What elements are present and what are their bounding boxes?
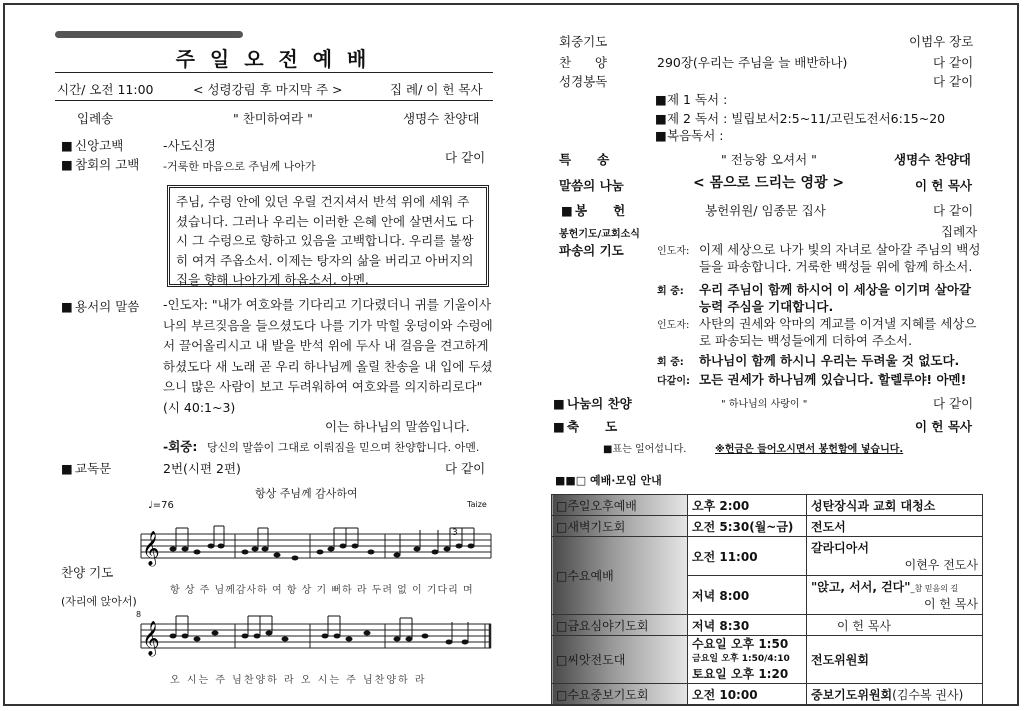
prelude-by: 생명수 찬양대 — [403, 111, 480, 126]
score-tempo: ♩=76 — [148, 500, 174, 511]
blessing-by: 이 헌 목사 — [915, 419, 973, 434]
schedule-time-2: 금요일 오후 1:50/4:10 — [692, 654, 790, 664]
confession-bullet: ■ — [61, 157, 73, 172]
notices-by: 집례자 — [941, 224, 978, 239]
responsive-label: 교독문 — [75, 461, 112, 476]
confession-label: 참회의 고백 — [75, 157, 140, 172]
schedule-time: 오후 2:00 — [688, 495, 807, 516]
sharing-hymn-bullet: ■ — [553, 396, 565, 411]
officiant: 집 례/ 이 헌 목사 — [390, 82, 483, 97]
schedule-title: ■■□ 예배·모임 안내 — [555, 474, 662, 487]
sending-line-4: 하나님이 함께 하시니 우리는 두려울 것 없도다. — [699, 353, 960, 368]
bulletin-page — [3, 3, 1019, 706]
schedule-time-cell — [688, 636, 807, 684]
prayer-by: 이범우 장로 — [909, 34, 974, 49]
schedule-time: 저녁 8:00 — [688, 576, 807, 615]
header-rule — [55, 100, 493, 101]
reading-2: 제 2 독서 : 빌립보서2:5~11/고린도전서6:15~20 — [667, 111, 946, 126]
schedule-time: 오전 5:30(월~금) — [688, 516, 807, 537]
blessing-bullet: ■ — [553, 419, 565, 434]
offering-text: 봉헌위원/ 임종문 집사 — [705, 203, 826, 218]
schedule-time-3: 토요일 오후 1:20 — [692, 667, 789, 681]
responsive-bullet: ■ — [61, 461, 73, 476]
score-lyrics-2: 오 시는 주 님찬양하 라 오 시는 주 님찬양하 라 — [170, 675, 427, 686]
creed-text: -사도신경 — [163, 138, 216, 153]
sending-line-5: 모든 권세가 하나님께 있습니다. 할렐루야! 아멘! — [699, 372, 967, 387]
schedule-place-leader: 이현우 전도사 — [904, 558, 978, 572]
confession-prayer-box: 주님, 수렁 안에 있던 우릴 건지셔서 반석 위에 세워 주셨습니다. 그러나 우리는 이러한 은혜 안에 살면서도 다시 그 수렁으로 향하고 있음을 고백합니다. 우리를 불쌍히 여겨 주옵소서. 이제는 탕자의 삶을 버리고 아버지의 집을 향해 나아가게 하옵소서. 아멘. — [167, 185, 489, 287]
table-row — [552, 537, 983, 576]
schedule-name: □금요심야기도회 — [552, 615, 688, 636]
hymn-label: 찬 양 — [559, 55, 607, 70]
responsive-text: 2번(시편 2편) — [163, 461, 241, 476]
table-row — [552, 495, 983, 516]
absolution-bullet: ■ — [61, 299, 73, 314]
standing-note: ■표는 일어섭니다. — [603, 444, 687, 455]
schedule-place: 중보기도위원회 — [811, 687, 893, 702]
staff-lines-2 — [141, 624, 491, 648]
service-time: 시간/ 오전 11:00 — [57, 82, 154, 97]
responsive-by: 다 같이 — [445, 461, 486, 476]
schedule-place-line — [811, 578, 978, 595]
creed-bullet: ■ — [61, 138, 73, 153]
blessing-label: 축 도 — [567, 419, 618, 434]
score-composer: Taize — [467, 500, 487, 509]
special-song: " 전능왕 오셔서 " — [721, 152, 817, 167]
score-lyrics-1: 항 상 주 님께감사하 여 항 상 기 뻐하 라 두려 없 이 기다리 며 — [170, 585, 474, 596]
sending-line-2: 우리 주님이 함께 하시어 이 세상을 이기며 살아갈 능력 주심을 기대합니다. — [699, 282, 971, 314]
special-by: 생명수 찬양대 — [894, 152, 971, 167]
page-title: 주 일 오 전 예 배 — [175, 47, 371, 71]
schedule-place: 성탄장식과 교회 대청소 — [807, 495, 983, 516]
prelude-song: " 찬미하여라 " — [233, 111, 313, 126]
hymn-text: 290장(우리는 주님을 늘 배반하나) — [657, 55, 848, 70]
sharing-hymn-by: 다 같이 — [933, 396, 974, 411]
schedule-place: 전도위원회 — [807, 636, 983, 684]
sending-line-3: 사탄의 권세와 악마의 계교를 이겨낼 지혜를 세상으로 파송되는 백성들에게 더하여 주소서. — [699, 316, 977, 348]
sending-who-2: 회 중: — [657, 286, 684, 297]
sermon-label: 말씀의 나눔 — [559, 178, 624, 193]
offering-label: 봉 헌 — [575, 203, 626, 218]
sending-who-4: 회 중: — [657, 357, 684, 368]
schedule-place: "앉고, 서서, 걷다" — [811, 580, 911, 594]
praise-note: (자리에 앉아서) — [61, 595, 137, 608]
sending-who-5: 다같이: — [657, 376, 690, 387]
reading-1-bullet: ■ — [655, 92, 667, 107]
absolution-label: 용서의 말씀 — [75, 299, 140, 314]
confession-by: 다 같이 — [445, 150, 486, 165]
sharing-hymn-song: " 하나님의 사랑이 " — [721, 399, 808, 410]
reading-3-bullet: ■ — [655, 128, 667, 143]
offering-note: ※헌금은 들어오시면서 봉헌함에 넣습니다. — [715, 444, 904, 455]
notices-label: 봉헌기도/교회소식 — [559, 229, 640, 240]
schedule-name: □주일오후예배 — [552, 495, 688, 516]
score-title: 항상 주님께 감사하여 — [255, 487, 358, 500]
reading-1: 제 1 독서 : — [667, 92, 728, 107]
sending-who-3: 인도자: — [657, 320, 690, 331]
schedule-time: 저녁 8:30 — [688, 615, 807, 636]
score-measure-mark: 8 — [136, 610, 142, 619]
table-row — [552, 615, 983, 636]
response-text: 당신의 말씀이 그대로 이뤄짐을 믿으며 찬양합니다. 아멘. — [207, 441, 480, 454]
treble-clef-icon-1: 𝄞 — [142, 531, 160, 566]
title-rule — [55, 72, 493, 73]
schedule-name: □수요중보기도회 — [552, 684, 688, 705]
sending-who-1: 인도자: — [657, 246, 690, 257]
offering-bullet: ■ — [561, 203, 573, 218]
sending-label: 파송의 기도 — [559, 243, 624, 258]
sending-line-1: 이제 세상으로 나가 빛의 자녀로 살아갈 주님의 백성들을 파송합니다. 거룩한 백성들 위에 함께 하소서. — [699, 242, 981, 274]
praise-label: 찬양 기도 — [61, 565, 114, 580]
schedule-time: 오전 10:00 — [688, 684, 807, 705]
schedule-name: □씨앗전도대 — [552, 636, 688, 684]
prayer-label: 회중기도 — [559, 34, 608, 49]
schedule-place-cell — [807, 576, 983, 615]
absolution-text: -인도자: "내가 여호와를 기다리고 기다렸더니 귀를 기울이사 나의 부르짖음을 들으셨도다 나를 기가 막힐 웅덩이와 수렁에서 끌어올리시고 내 발을 반석 위에 두사 내 걸음을 견고하게 하셨도다 새 노래 곧 우리 하나님께 올릴 찬송을 내 입에 두셨으니 많은 사람이 보고 두려워하여 여호와를 의지하리로다" (시 40:1~3) — [163, 297, 493, 415]
schedule-place: 이 헌 목사 — [807, 615, 983, 636]
absolution-close: 이는 하나님의 말씀입니다. — [325, 419, 470, 434]
special-label: 특 송 — [559, 152, 610, 167]
creed-label: 신앙고백 — [75, 138, 124, 153]
schedule-place-leader: 이 헌 목사 — [924, 597, 978, 611]
schedule-place: 갈라디아서 — [811, 541, 869, 555]
sermon-by: 이 헌 목사 — [915, 178, 973, 193]
schedule-place: 전도서 — [807, 516, 983, 537]
reading-by: 다 같이 — [933, 74, 974, 89]
reading-2-bullet: ■ — [655, 111, 667, 126]
reading-label: 성경봉독 — [559, 74, 608, 89]
sermon-title: < 몸으로 드리는 영광 > — [693, 175, 845, 191]
confession-text: -거룩한 마음으로 주님께 나아가 — [163, 160, 316, 173]
schedule-time: 오전 11:00 — [688, 537, 807, 576]
prelude-label: 입례송 — [77, 111, 114, 126]
liturgical-season: < 성령강림 후 마지막 주 > — [193, 82, 343, 97]
decorative-bar — [55, 31, 243, 38]
offering-by: 다 같이 — [933, 203, 974, 218]
schedule-place-cell — [807, 684, 983, 705]
sharing-hymn-label: 나눔의 찬양 — [567, 396, 632, 411]
schedule-table — [551, 494, 983, 705]
reading-3: 복음독서 : — [667, 128, 724, 143]
hymn-by: 다 같이 — [933, 55, 974, 70]
schedule-place-cell — [807, 537, 983, 576]
schedule-name: □새벽기도회 — [552, 516, 688, 537]
table-row — [552, 684, 983, 705]
schedule-name: □수요예배 — [552, 537, 688, 615]
schedule-place-sub: (김수복 권사) — [892, 687, 964, 702]
schedule-time: 수요일 오후 1:50 — [692, 637, 789, 651]
score-triplet: 3 — [452, 528, 458, 538]
treble-clef-icon-2: 𝄞 — [142, 621, 160, 656]
response-label: -회중: — [163, 439, 198, 454]
schedule-place-sub: _참 믿음의 길 — [910, 584, 959, 593]
table-row — [552, 636, 983, 684]
table-row — [552, 516, 983, 537]
